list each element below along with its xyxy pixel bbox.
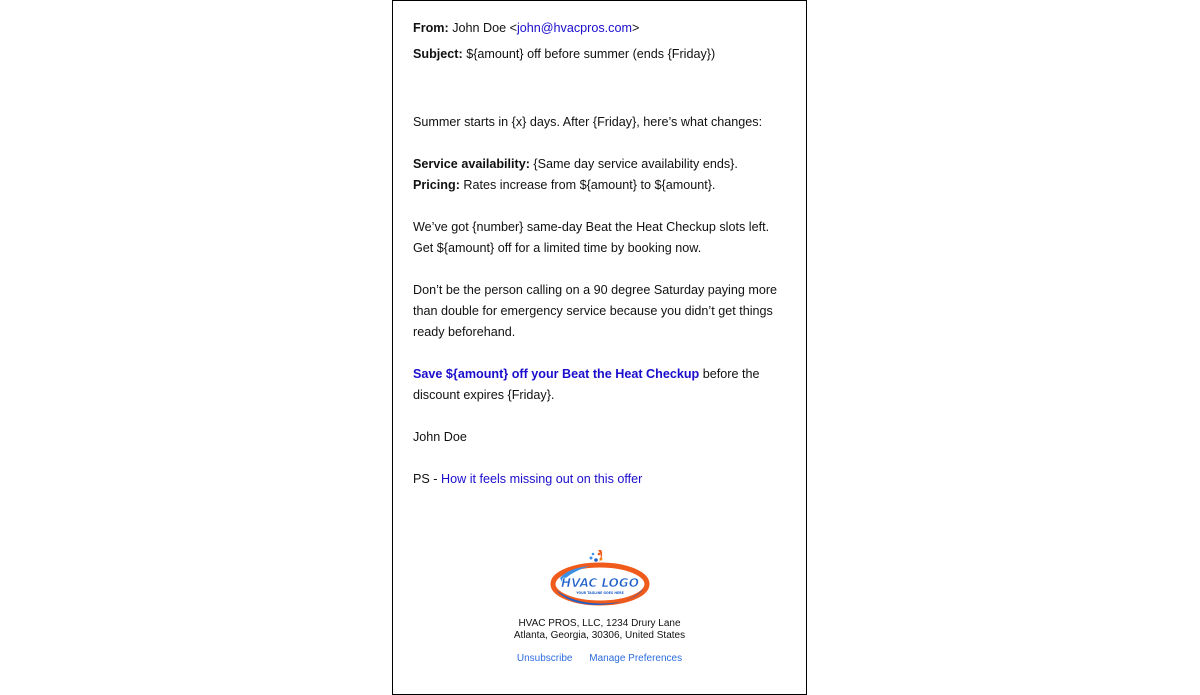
cta-after-text: before the bbox=[699, 367, 760, 381]
subject-line bbox=[413, 44, 715, 65]
ps-link[interactable]: How it feels missing out on this offer bbox=[441, 472, 643, 486]
address-line-2: Atlanta, Georgia, 30306, United States bbox=[513, 630, 686, 641]
paragraph-line-2: than double for emergency service because you didn’t get things bbox=[413, 304, 773, 318]
service-label: Service availability: bbox=[413, 157, 530, 171]
ps-prefix: PS - bbox=[413, 472, 441, 486]
paragraph-line-1: Don’t be the person calling on a 90 degree Saturday paying more bbox=[413, 283, 778, 297]
cta-link[interactable]: Save ${amount} off your Beat the Heat Checkup bbox=[413, 367, 700, 381]
slots-line-1: We’ve got {number} same-day Beat the Heat Checkup slots left. bbox=[413, 220, 770, 234]
service-line bbox=[413, 154, 738, 175]
footer-links bbox=[393, 653, 806, 664]
service-text: {Same day service availability ends}. bbox=[533, 157, 738, 171]
logo-tagline: YOUR TAGLINE GOES HERE bbox=[576, 591, 624, 595]
cta-line-2: discount expires {Friday}. bbox=[413, 388, 555, 402]
footer-address bbox=[393, 618, 806, 642]
pricing-line bbox=[413, 175, 715, 196]
subject-label: Subject: bbox=[413, 47, 463, 61]
slots-line-2: Get ${amount} off for a limited time by booking now. bbox=[413, 241, 702, 255]
address-line-1: HVAC PROS, LLC, 1234 Drury Lane bbox=[518, 618, 681, 629]
company-logo bbox=[550, 550, 650, 610]
intro-text: Summer starts in {x} days. After {Friday}, here’s what changes: bbox=[413, 115, 763, 129]
manage-preferences-link[interactable]: Manage Preferences bbox=[589, 653, 683, 664]
from-name: John Doe < bbox=[452, 21, 517, 35]
email-body bbox=[392, 0, 807, 695]
ps-line bbox=[413, 469, 642, 490]
from-close: > bbox=[631, 21, 640, 35]
from-email-link[interactable]: john@hvacpros.com bbox=[516, 21, 632, 35]
cta-line bbox=[413, 364, 759, 385]
logo-wordmark: HVAC LOGO bbox=[561, 576, 639, 590]
from-label: From: bbox=[413, 21, 449, 35]
unsubscribe-link[interactable]: Unsubscribe bbox=[516, 653, 573, 664]
from-line bbox=[413, 18, 639, 39]
pricing-text: Rates increase from ${amount} to ${amount}. bbox=[463, 178, 716, 192]
signature: John Doe bbox=[413, 430, 467, 444]
pricing-label: Pricing: bbox=[413, 178, 460, 192]
subject-text: ${amount} off before summer (ends {Friday}) bbox=[466, 47, 716, 61]
paragraph-line-3: ready beforehand. bbox=[413, 325, 516, 339]
